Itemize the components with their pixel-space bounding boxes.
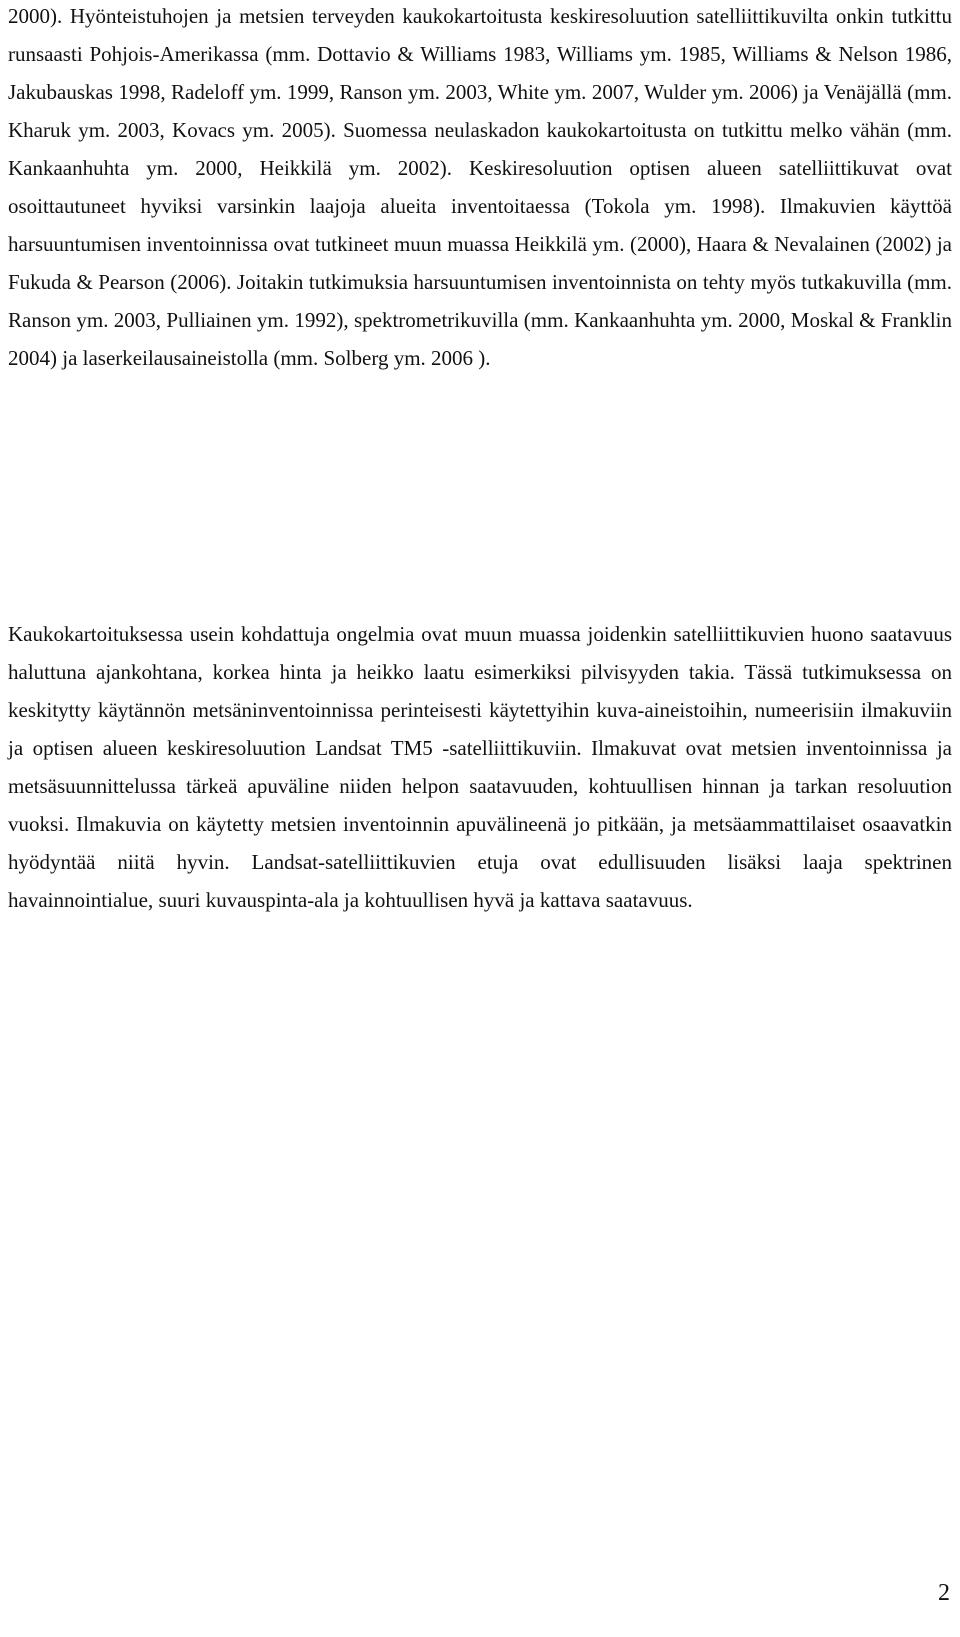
body-paragraph-1: 2000). Hyönteistuhojen ja metsien terveyden kaukokartoitusta keskiresoluution satelliittikuvilta onkin tutkittu runsaasti Pohjois-Amerikassa (mm. Dottavio & Williams 1983, Williams ym. 1985, Williams & Nelson 1986, Jakubauskas 1998, Radeloff ym. 1999, Ranson ym. 2003, White ym. 2007, Wulder ym. 2006) ja Venäjällä (mm. Kharuk ym. 2003, Kovacs ym. 2005). Suomessa neulaskadon kaukokartoitusta on tutkittu melko vähän (mm. Kankaanhuhta ym. 2000, Heikkilä ym. 2002). Keskiresoluution optisen alueen satelliittikuvat ovat osoittautuneet hyviksi varsinkin laajoja alueita inventoitaessa (Tokola ym. 1998). Ilmakuvien käyttöä harsuuntumisen inventoinnissa ovat tutkineet muun muassa Heikkilä ym. (2000), Haara & Nevalainen (2002) ja Fukuda & Pearson (2006). Joitakin tutkimuksia harsuuntumisen inventoinnista on tehty myös tutkakuvilla (mm. Ranson ym. 2003, Pulliainen ym. 1992), spektrometrikuvilla (mm. Kankaanhuhta ym. 2000, Moskal & Franklin 2004) ja laserkeilausaineistolla (mm. Solberg ym. 2006 ).: [8, 4, 952, 370]
page-number: 2: [938, 1580, 950, 1606]
body-paragraph-2: Kaukokartoituksessa usein kohdattuja ongelmia ovat muun muassa joidenkin satelliittikuvien huono saatavuus haluttuna ajankohtana, korkea hinta ja heikko laatu esimerkiksi pilvisyyden takia. Tässä tutkimuksessa on keskitytty käytännön metsäninventoinnissa perinteisesti käytettyihin kuva-aineistoihin, numeerisiin ilmakuviin ja optisen alueen keskiresoluution Landsat TM5 -satelliittikuviin. Ilmakuvat ovat metsien inventoinnissa ja metsäsuunnittelussa tärkeä apuväline niiden helpon saatavuuden, kohtuullisen hinnan ja tarkan resoluution vuoksi. Ilmakuvia on käytetty metsien inventoinnin apuvälineenä jo pitkään, ja metsäammattilaiset osaavatkin hyödyntää niitä hyvin. Landsat-satelliittikuvien etuja ovat edullisuuden lisäksi laaja spektrinen havainnointialue, suuri kuvauspinta-ala ja kohtuullisen hyvä ja kattava saatavuus.: [8, 622, 952, 912]
